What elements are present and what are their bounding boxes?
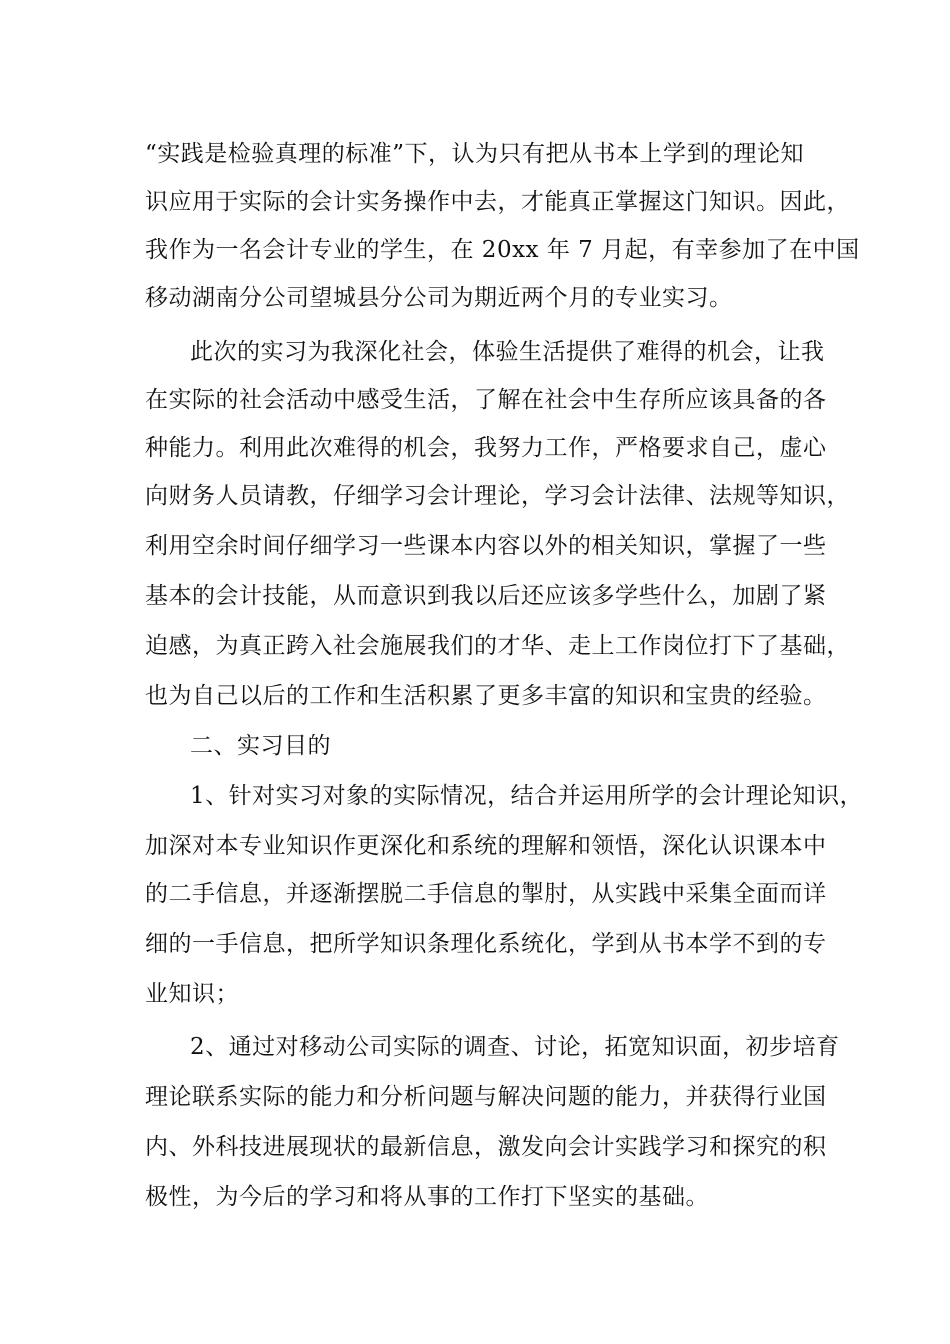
text-line-2: 识应用于实际的会计实务操作中去，才能真正掌握这门知识。因此，	[145, 189, 850, 215]
text-line-6: 在实际的社会活动中感受生活，了解在社会中生存所应该具备的各	[145, 387, 827, 413]
text-line-21: 内、外科技进展现状的最新信息，激发向会计实践学习和探究的积	[145, 1134, 827, 1160]
text-line-4: 移动湖南分公司望城县分公司为期近两个月的专业实习。	[145, 285, 733, 311]
text-line-3: 我作为一名会计专业的学生，在 20xx 年 7 月起，有幸参加了在中国	[145, 237, 860, 263]
text-line-8: 向财务人员请教，仔细学习会计理论，学习会计法律、法规等知识，	[145, 483, 850, 509]
text-line-5: 此次的实习为我深化社会，体验生活提供了难得的机会，让我	[190, 339, 825, 365]
text-line-1: “实践是检验真理的标准”下，认为只有把从书本上学到的理论知	[145, 141, 805, 167]
text-line-22: 极性，为今后的学习和将从事的工作打下坚实的基础。	[145, 1184, 709, 1210]
text-line-17: 细的一手信息，把所学知识条理化系统化，学到从书本学不到的专	[145, 931, 827, 957]
text-line-20: 理论联系实际的能力和分析问题与解决问题的能力，并获得行业国	[145, 1084, 827, 1110]
text-line-14: 1、针对实习对象的实际情况，结合并运用所学的会计理论知识，	[190, 783, 864, 809]
text-line-11: 迫感，为真正跨入社会施展我们的才华、走上工作岗位打下了基础，	[145, 633, 850, 659]
text-line-10: 基本的会计技能，从而意识到我以后还应该多学些什么，加剧了紧	[145, 583, 827, 609]
text-line-16: 的二手信息，并逐渐摆脱二手信息的掣肘，从实践中采集全面而详	[145, 881, 827, 907]
section-heading: 二、实习目的	[190, 733, 331, 759]
text-line-12: 也为自己以后的工作和生活积累了更多丰富的知识和宝贵的经验。	[145, 683, 827, 709]
text-line-9: 利用空余时间仔细学习一些课本内容以外的相关知识，掌握了一些	[145, 533, 827, 559]
text-line-18: 业知识；	[145, 981, 239, 1007]
text-line-7: 种能力。利用此次难得的机会，我努力工作，严格要求自己，虚心	[145, 435, 827, 461]
text-line-19: 2、通过对移动公司实际的调查、讨论，拓宽知识面，初步培育	[190, 1034, 840, 1060]
text-line-15: 加深对本专业知识作更深化和系统的理解和领悟，深化认识课本中	[145, 833, 827, 859]
